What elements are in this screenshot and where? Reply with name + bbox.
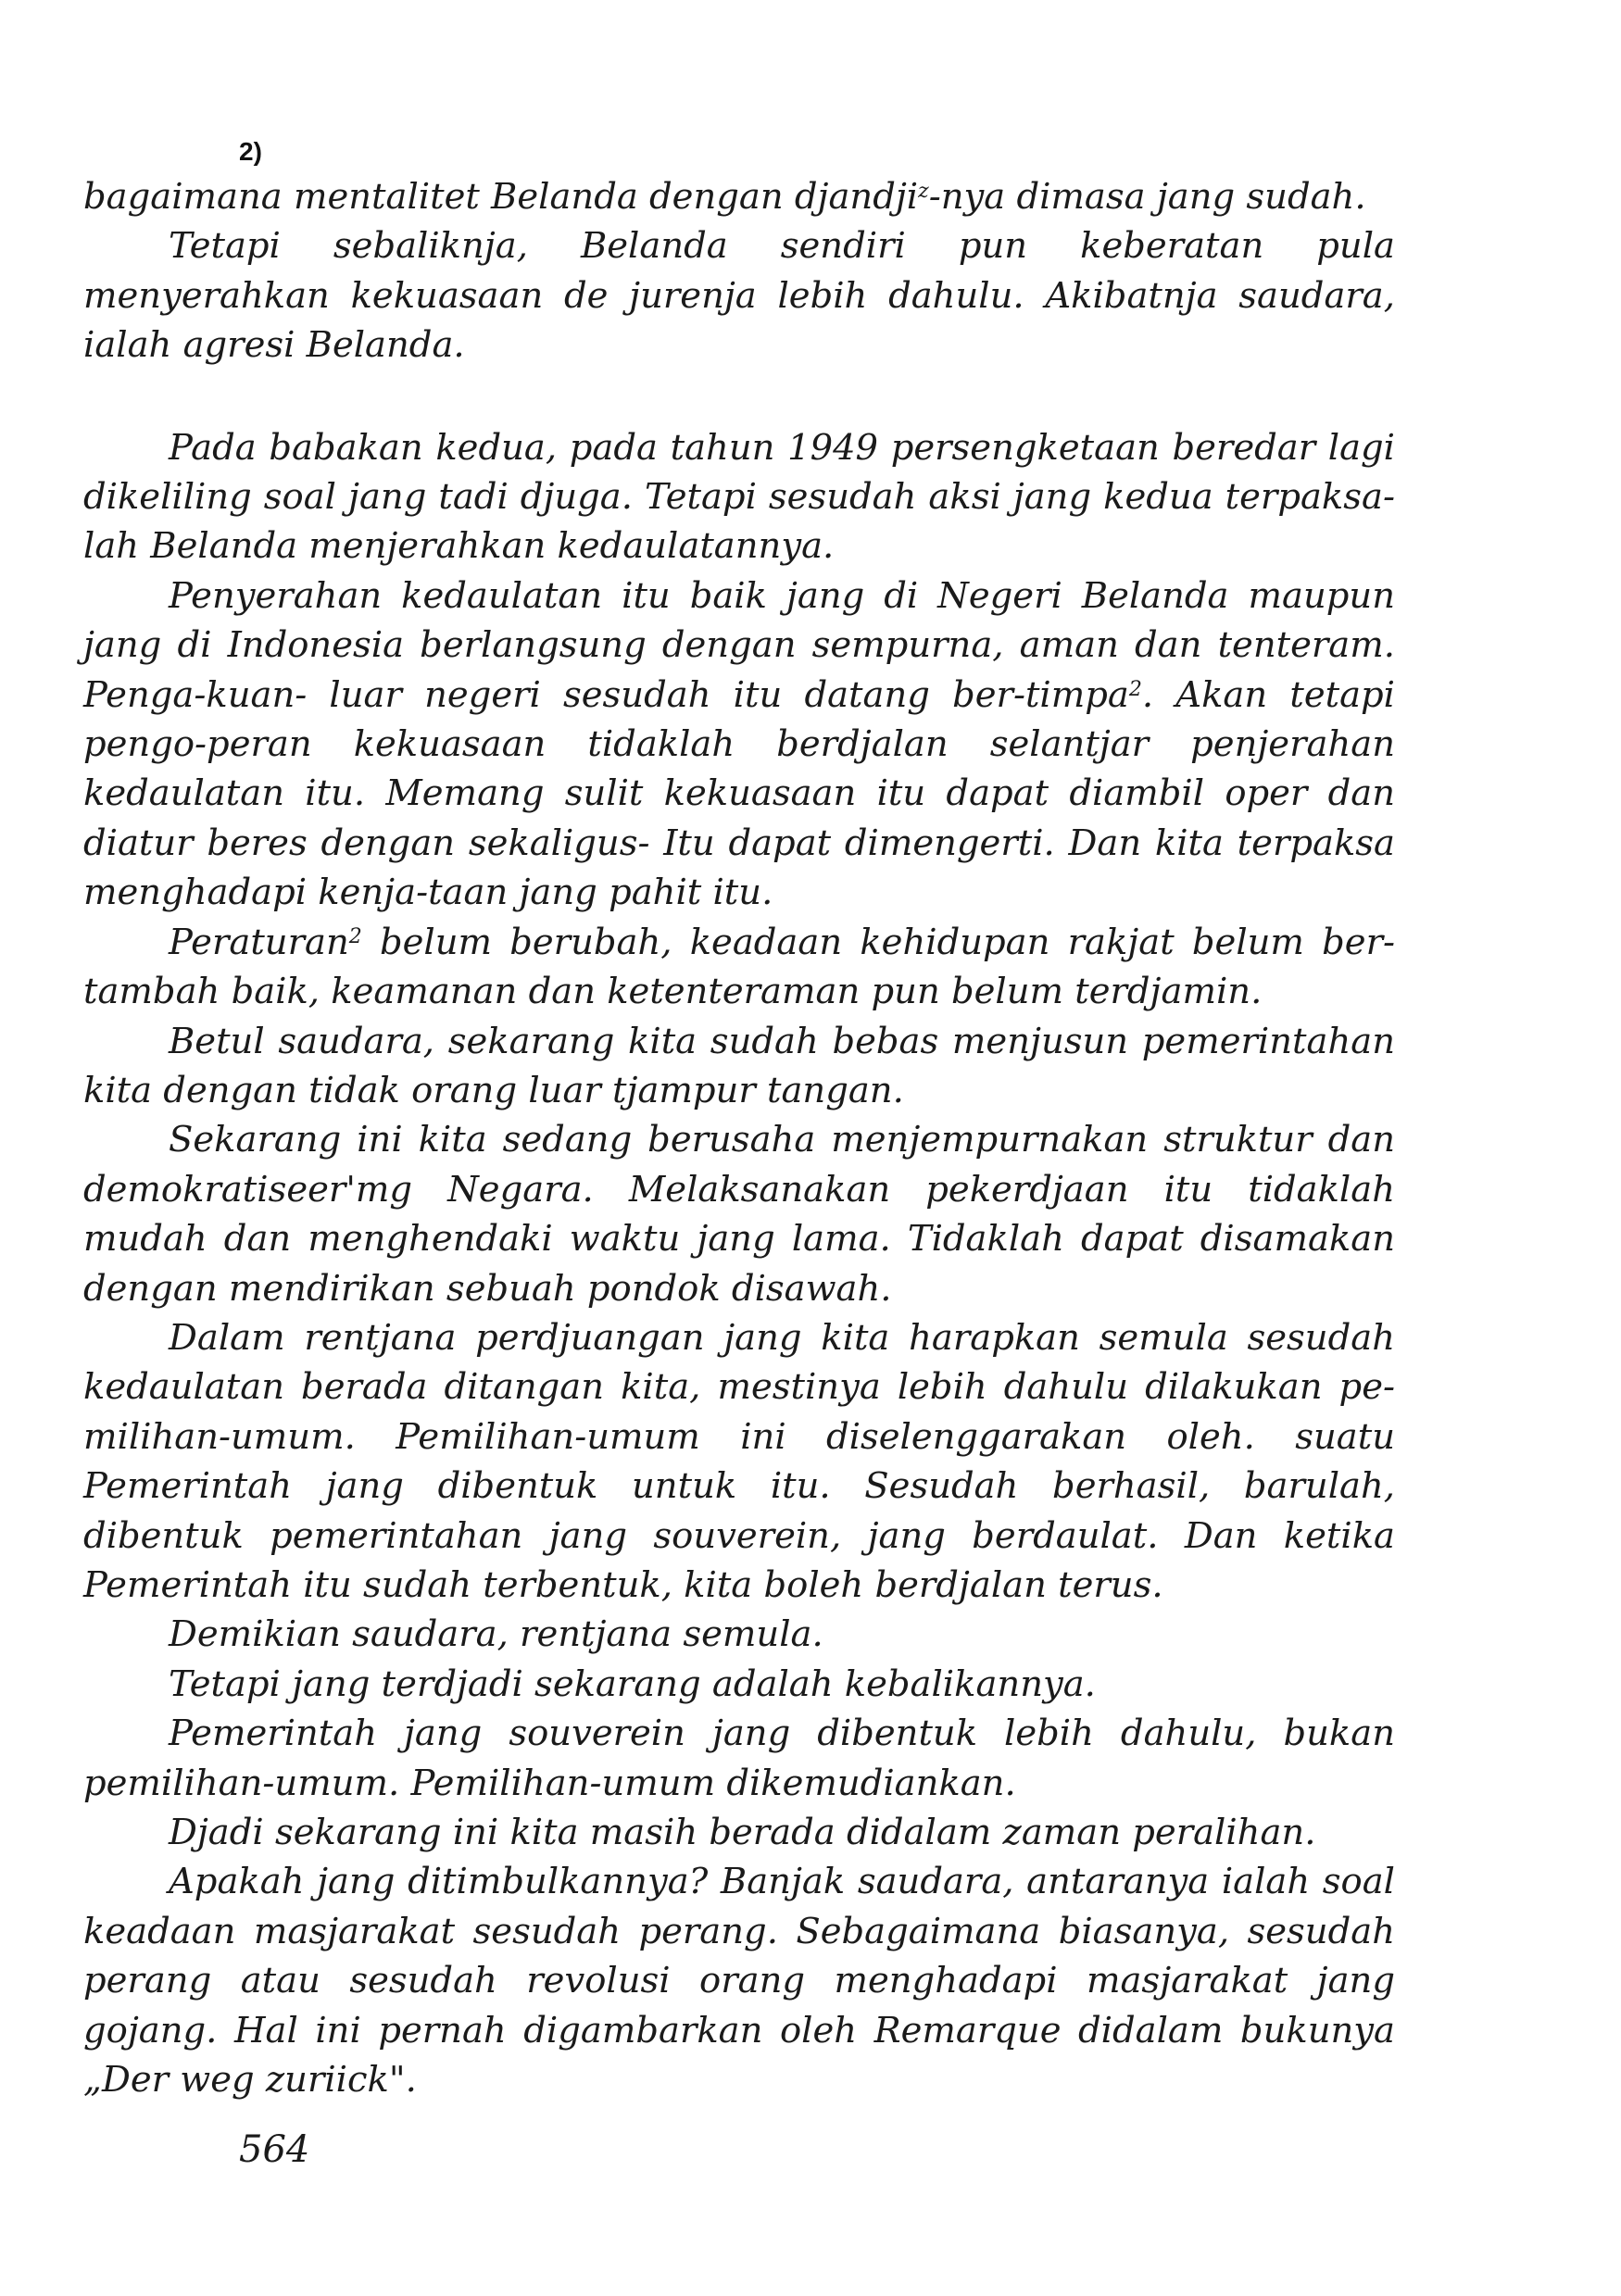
paragraph: Pemerintah jang souverein jang dibentuk lebih dahulu, bukan pemilihan-umum. Pemilihan-umum dikemudiankan. [83,1713,1395,1804]
footnote-marker: 2) [239,137,262,166]
paragraph: Tetapi sebaliknja, Belanda sendiri pun keberatan pula menyerahkan kekuasaan de jurenja lebih dahulu. Akibatnja saudara, ialah agresi Belanda. [83,225,1395,367]
paragraph: Sekarang ini kita sedang berusaha menjempurnakan struktur dan demokratiseer'mg Negara. Melaksanakan pekerdjaan itu tidaklah mudah dan menghendaki waktu jang lama. Tidaklah dapat disamakan dengan mendirikan sebuah pondok disawah. [83,1119,1395,1310]
paragraph: Demikian saudara, rentjana semula. [169,1613,823,1656]
paragraph-text: belum berubah, keadaan kehidupan rakjat belum ber-tambah baik, keamanan dan ketenteraman pun belum terdjamin. [83,921,1395,1013]
paragraph-continuation [83,172,1395,221]
paragraph-text: bagaimana mentalitet Belanda dengan djandji [83,176,919,218]
paragraph: Betul saudara, sekarang kita sudah bebas menjusun pemerintahan kita dengan tidak orang luar tjampur tangan. [83,1020,1395,1111]
superscript-mark: 2 [348,924,362,948]
paragraph-text: . Akan tetapi pengo-peran kekuasaan tidaklah berdjalan selantjar penjerahan kedaulatan itu. Memang sulit kekuasaan itu dapat diambil oper dan diatur beres dengan sekaligus- Itu dapat dimengerti. Dan kita terpaksa menghadapi kenja-taan jang pahit itu. [83,673,1395,914]
paragraph [83,571,1395,918]
paragraph [83,918,1395,1017]
paragraph: Dalam rentjana perdjuangan jang kita harapkan semula sesudah kedaulatan berada ditangan kita, mestinya lebih dahulu dilakukan pe-milihan-umum. Pemilihan-umum ini diselenggarakan oleh. suatu Pemerintah jang dibentuk untuk itu. Sesudah berhasil, barulah, dibentuk pemerintahan jang souverein, jang berdaulat. Dan ketika Pemerintah itu sudah terbentuk, kita boleh berdjalan terus. [83,1316,1395,1606]
body-text [83,172,1395,2104]
paragraph-text: Penyerahan kedaulatan itu baik jang di Negeri Belanda maupun jang di Indonesia berlangsung dengan sempurna, aman dan tenteram. Penga-kuan- luar negeri sesudah itu datang ber-timpa [83,574,1395,716]
superscript-mark: z [918,180,929,203]
paragraph: Apakah jang ditimbulkannya? Banjak saudara, antaranya ialah soal keadaan masjarakat sesudah perang. Sebagaimana biasanya, sesudah perang atau sesudah revolusi orang menghadapi masjarakat jang gojang. Hal ini pernah digambarkan oleh Remarque didalam bukunya „Der weg zuriick". [83,1861,1395,2102]
paragraph: Tetapi jang terdjadi sekarang adalah kebalikannya. [169,1662,1096,1705]
paragraph: Pada babakan kedua, pada tahun 1949 persengketaan beredar lagi dikeliling soal jang tadi djuga. Tetapi sesudah aksi jang kedua terpaksa-lah Belanda menjerahkan kedaulatannya. [83,426,1395,568]
page-number: 564 [239,2128,310,2171]
paragraph-text: Peraturan [169,921,349,963]
paragraph-text: -nya dimasa jang sudah. [928,176,1366,218]
superscript-mark: 2 [1128,677,1142,701]
paragraph: Djadi sekarang ini kita masih berada didalam zaman peralihan. [169,1812,1316,1853]
paragraph-gap [83,370,1395,423]
